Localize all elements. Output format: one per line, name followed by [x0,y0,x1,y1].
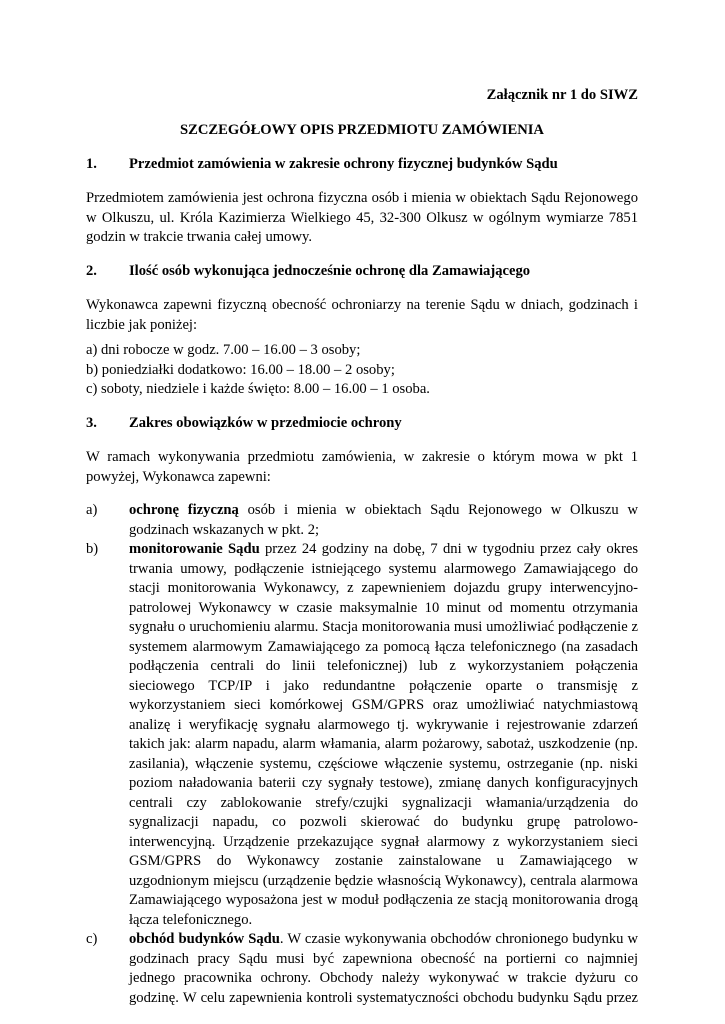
item-a-letter: a) [86,502,98,518]
item-c-line: godzinę. W celu zapewnienia kontroli systematyczności obchodu budynku Sądu przez [129,989,638,1006]
item-a-line: godzinach wskazanych w pkt. 2; [129,521,320,538]
item-b-bold: monitorowanie Sądu [129,541,260,557]
item-b-line: interwencyjną. Urządzenie przekazujące sygnał alarmowy z wykorzystaniem sieci [129,833,638,850]
section-1-line: w Olkuszu, ul. Króla Kazimierza Wielkiego 45, 32-300 Olkusz w ogólnym wymiarze 7851 [86,209,638,226]
section-1-heading: Przedmiot zamówienia w zakresie ochrony fizycznej budynków Sądu [129,156,558,172]
item-c-first-line [129,930,638,950]
item-c-bold: obchód budynków Sądu [129,931,280,947]
item-b-line: analizę i weryfikację sygnału alarmowego tj. wykrywanie i rejestrowanie zdarzeń [129,716,638,733]
item-b-line: sieciowego TCP/IP i jako redundantne połączenie oparte o transmisję z [129,677,638,694]
attachment-label: Załącznik nr 1 do SIWZ [486,87,638,103]
item-b-letter: b) [86,541,99,557]
section-1-number: 1. [86,156,97,172]
item-b-line: wykorzystaniem sieci komórkowej GSM/GPRS oraz umożliwiać natychmiastową [129,697,638,713]
item-a-first-line [129,501,638,521]
item-b-line: Zamawiającego wyposażona jest w moduł podłączenia ze stacją monitorowania drogą [129,892,638,908]
item-b-line: trwania umowy, podłączenie istniejącego systemu alarmowego Zamawiającego do [129,560,638,577]
section-3-heading: Zakres obowiązków w przedmiocie ochrony [129,415,402,431]
section-3-intro-line: W ramach wykonywania przedmiotu zamówienia, w zakresie o którym mowa w pkt 1 [86,449,638,465]
item-c-line: godzinach pracy Sądu musi być zapewniona obecność na portierni co najmniej [129,950,638,967]
section-1-line: godzin w trakcie trwania całej umowy. [86,229,312,245]
section-2-list-item: a) dni robocze w godz. 7.00 – 16.00 – 3 osoby; [86,342,361,358]
section-2-list-item: b) poniedziałki dodatkowo: 16.00 – 18.00 – 2 osoby; [86,361,395,378]
item-b-line: systemem alarmowym Zamawiającego za pomocą łącza telefonicznego (na zasadach [129,638,638,655]
item-a-rest: osób i mienia w obiektach Sądu Rejonowego w Olkuszu w [238,502,638,518]
item-b-line: centrali czy zablokowanie strefy/czujki sygnalizacji włamania/urządzenia do [129,794,638,811]
item-b-line: sygnału o uruchomieniu alarmu. Stacja monitorowania musi umożliwiać podłączenie z [129,619,638,635]
item-b-line: uzgodnionym miejscu (urządzenie będzie własnością Wykonawcy), centrala alarmowa [129,872,638,889]
item-b-line: GSM/GPRS do Wykonawcy zostanie zainstalowane u Zamawiającego w [129,853,638,869]
item-b-rest: przez 24 godziny na dobę, 7 dni w tygodniu przez cały okres [259,541,638,557]
section-2-intro-line: Wykonawca zapewni fizyczną obecność ochroniarzy na terenie Sądu w dniach, godzinach i [86,297,638,313]
item-b-line: poziom naładowania baterii czy sygnały testowe), zmianę danych konfiguracyjnych [129,775,638,791]
item-b-line: łącza telefonicznego. [129,911,253,928]
section-1-line: Przedmiotem zamówienia jest ochrona fizyczna osób i mienia w obiektach Sądu Rejonowego [86,190,638,206]
item-b-line: stacji monitorowania Wykonawcy, z zapewnieniem dojazdu grupy interwencyjno- [129,580,638,596]
section-2-list-item: c) soboty, niedziele i każde święto: 8.00 – 16.00 – 1 osoba. [86,381,430,397]
item-a-bold: ochronę fizyczną [129,502,239,518]
item-c-line: jednego pracownika ochrony. Obchody należy wykonywać w trakcie dyżuru co [129,970,638,986]
item-b-line: zasilania), włączenie systemu, częściowe włączenie systemu, ostrzeganie (np. niski [129,755,638,772]
item-b-line: takich jak: alarm napadu, alarm włamania, alarm pożarowy, sabotaż, uszkodzenie (np. [129,736,638,752]
section-2-intro-line: liczbie jak poniżej: [86,316,198,333]
item-b-line: podłączenia centrali do linii telefonicznej) lub z wykorzystaniem połączenia [129,658,638,674]
item-b-line: patrolowej Wykonawcy w czasie maksymalnie 10 minut od momentu otrzymania [129,599,638,616]
item-b-first-line [129,540,638,560]
item-c-letter: c) [86,931,98,947]
section-2-number: 2. [86,263,97,279]
section-3-intro-line: powyżej, Wykonawca zapewni: [86,468,271,485]
section-2-heading: Ilość osób wykonująca jednocześnie ochronę dla Zamawiającego [129,263,531,279]
section-3-number: 3. [86,415,97,431]
document-title: SZCZEGÓŁOWY OPIS PRZEDMIOTU ZAMÓWIENIA [180,122,544,138]
item-c-rest: . W czasie wykonywania obchodów chronionego budynku w [279,931,639,947]
item-b-line: sygnalizacji napadu, co pozwoli skierować do budynku grupę patrolowo- [129,814,638,830]
